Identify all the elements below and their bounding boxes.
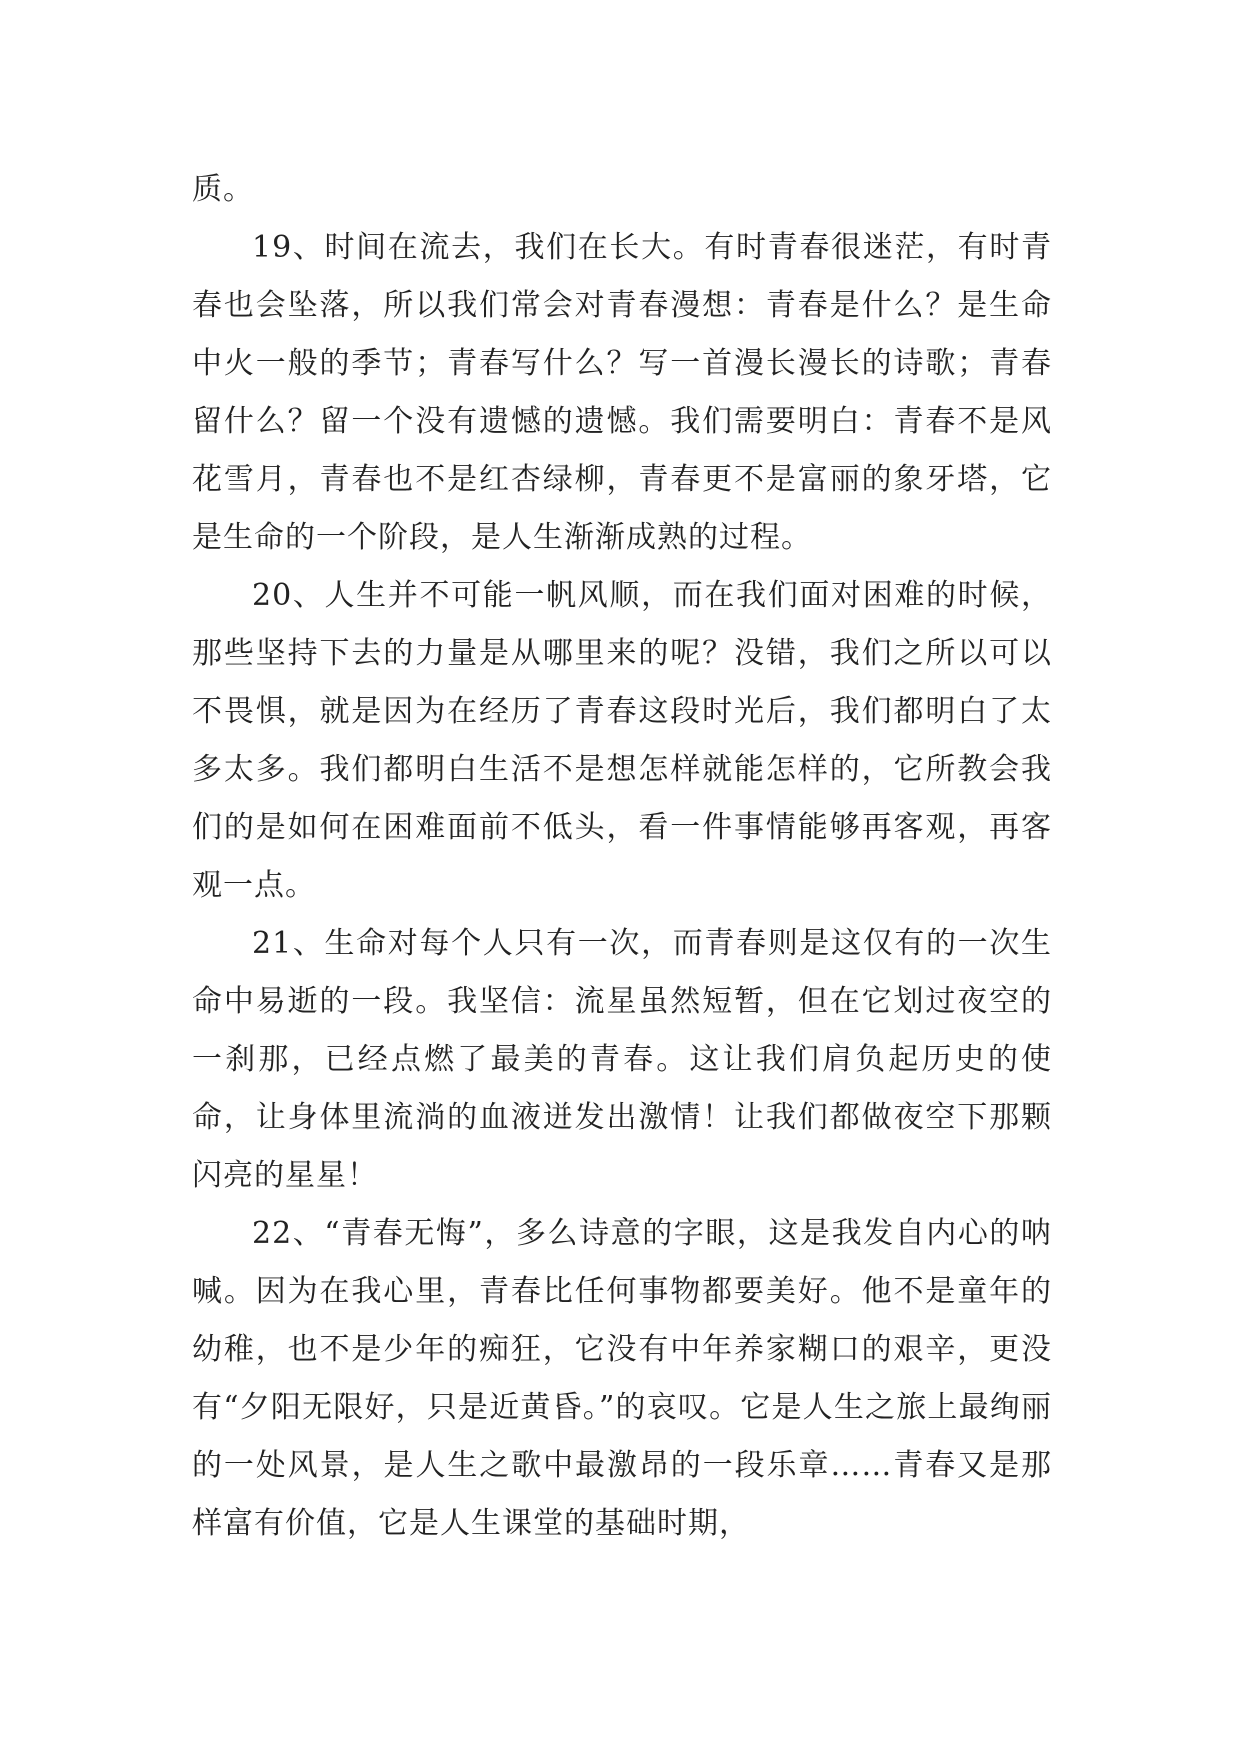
paragraph-22: 22、“青春无悔”，多么诗意的字眼，这是我发自内心的呐喊。因为在我心里，青春比任何事物都要美好。他不是童年的幼稚，也不是少年的痴狂，它没有中年养家糊口的艰辛，更没有“夕阳无限好，只是近黄昏。”的哀叹。它是人生之旅上最绚丽的一处风景，是人生之歌中最激昂的一段乐章……青春又是那样富有价值，它是人生课堂的基础时期， [192, 1216, 1052, 1541]
paragraph-continuation: 质。 [192, 172, 254, 207]
paragraph-19: 19、时间在流去，我们在长大。有时青春很迷茫，有时青春也会坠落，所以我们常会对青春漫想：青春是什么？是生命中火一般的季节；青春写什么？写一首漫长漫长的诗歌；青春留什么？留一个没有遗憾的遗憾。我们需要明白：青春不是风花雪月，青春也不是红杏绿柳，青春更不是富丽的象牙塔，它是生命的一个阶段，是人生渐渐成熟的过程。 [192, 230, 1052, 555]
paragraph-20: 20、人生并不可能一帆风顺，而在我们面对困难的时候，那些坚持下去的力量是从哪里来的呢？没错，我们之所以可以不畏惧，就是因为在经历了青春这段时光后，我们都明白了太多太多。我们都明白生活不是想怎样就能怎样的，它所教会我们的是如何在困难面前不低头，看一件事情能够再客观，再客观一点。 [192, 578, 1052, 903]
document-body [192, 161, 1052, 1553]
paragraph-21: 21、生命对每个人只有一次，而青春则是这仅有的一次生命中易逝的一段。我坚信：流星虽然短暂，但在它划过夜空的一刹那，已经点燃了最美的青春。这让我们肩负起历史的使命，让身体里流淌的血液迸发出激情！让我们都做夜空下那颗闪亮的星星！ [192, 926, 1052, 1193]
